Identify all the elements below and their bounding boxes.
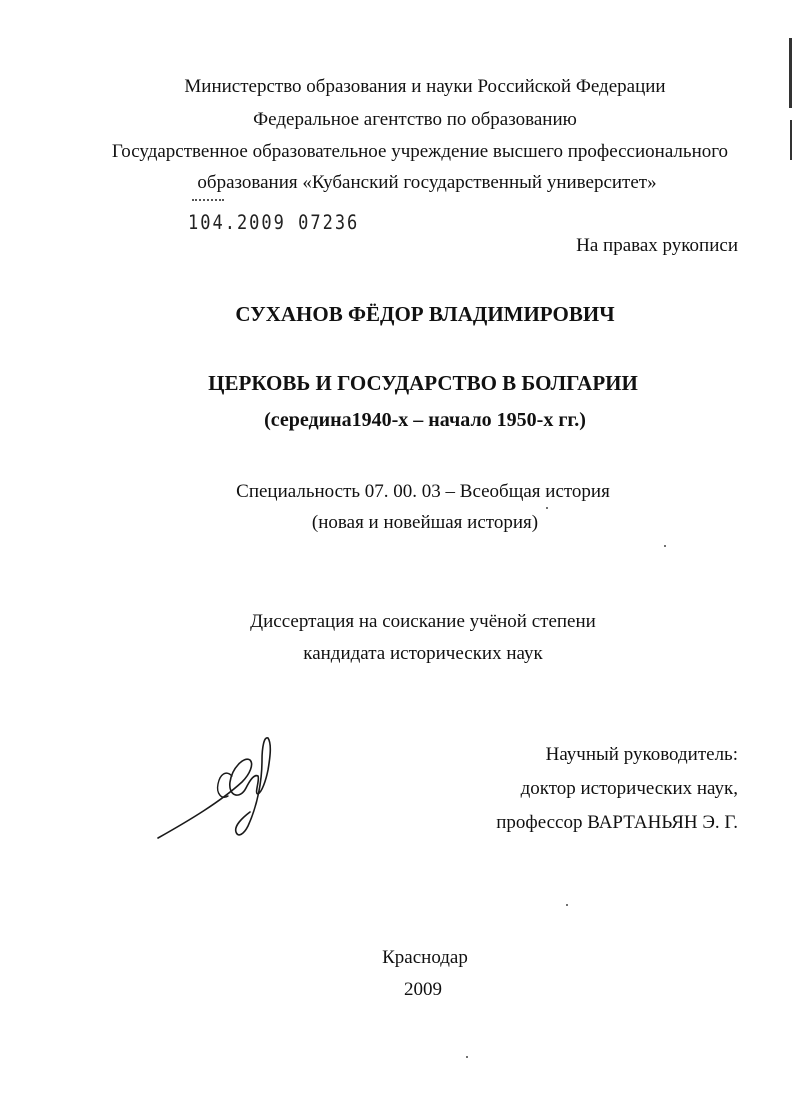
degree-line-1: Диссертация на соискание учёной степени [250,611,596,632]
dissertation-period: (середина1940-х – начало 1950-х гг.) [264,409,586,431]
scan-speck [566,904,568,906]
agency-name: Федеральное агентство по образованию [253,109,577,130]
scan-speck [546,507,548,509]
year: 2009 [404,979,442,1000]
specialty-line-1: Специальность 07. 00. 03 – Всеобщая история [236,481,610,502]
dissertation-title: ЦЕРКОВЬ И ГОСУДАРСТВО В БОЛГАРИИ [208,371,638,395]
author-name: СУХАНОВ ФЁДОР ВЛАДИМИРОВИЧ [235,302,615,326]
scan-edge-mark [789,38,792,108]
ministry-name: Министерство образования и науки Российской Федерации [184,76,666,97]
city: Краснодар [382,947,468,968]
stamp-dash-mark [192,199,224,201]
specialty-line-2: (новая и новейшая история) [311,512,539,533]
supervisor-name: профессор ВАРТАНЬЯН Э. Г. [496,812,738,833]
rights-note: На правах рукописи [576,235,738,256]
supervisor-label: Научный руководитель: [545,744,738,765]
registration-stamp: 104.2009 07236 [188,211,360,235]
institution-line-1: Государственное образовательное учреждение высшего профессионального [111,141,729,162]
scan-speck [466,1056,468,1058]
scan-edge-mark [790,120,792,160]
institution-line-2: образования «Кубанский государственный университет» [197,172,657,193]
scan-speck [664,545,666,547]
supervisor-degree: доктор исторических наук, [520,778,738,799]
signature-icon [150,730,285,845]
degree-line-2: кандидата исторических наук [303,643,543,664]
